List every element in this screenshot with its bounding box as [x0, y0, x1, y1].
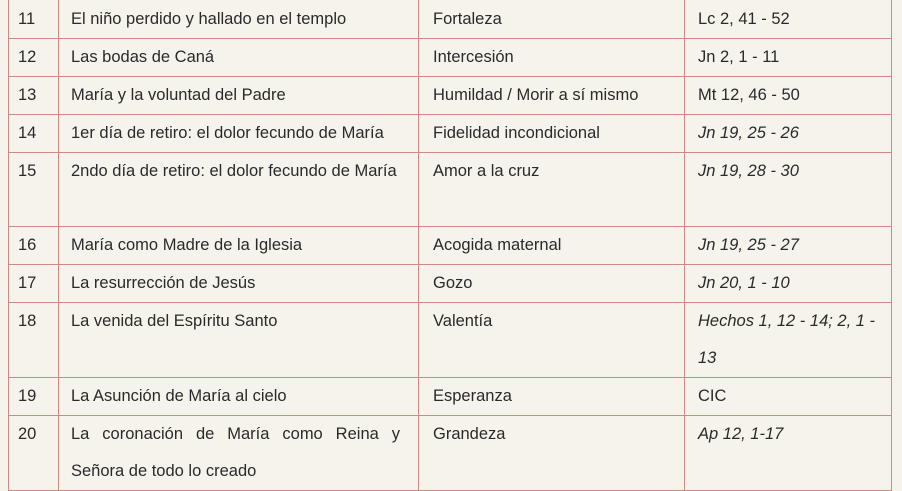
row-reference: Jn 19, 28 - 30 — [685, 153, 892, 227]
table-row — [9, 227, 892, 265]
row-number: 11 — [9, 0, 59, 39]
row-reference: Lc 2, 41 - 52 — [685, 0, 892, 39]
row-reference: Jn 19, 25 - 27 — [685, 227, 892, 265]
row-virtue: Gozo — [419, 265, 685, 303]
row-number: 17 — [9, 265, 59, 303]
table-row — [9, 378, 892, 416]
row-title: María y la voluntad del Padre — [59, 77, 419, 115]
row-number: 14 — [9, 115, 59, 153]
row-title: 1er día de retiro: el dolor fecundo de María — [59, 115, 419, 153]
row-reference: Hechos 1, 12 - 14; 2, 1 - 13 — [685, 303, 892, 378]
table-row — [9, 39, 892, 77]
row-virtue: Acogida maternal — [419, 227, 685, 265]
row-number: 19 — [9, 378, 59, 416]
row-number: 16 — [9, 227, 59, 265]
row-title: La coronación de María como Reina y Señora de todo lo creado — [59, 416, 419, 491]
row-number: 20 — [9, 416, 59, 491]
table-row — [9, 77, 892, 115]
row-title: María como Madre de la Iglesia — [59, 227, 419, 265]
row-reference: CIC — [685, 378, 892, 416]
row-number: 12 — [9, 39, 59, 77]
table-row — [9, 303, 892, 378]
row-number: 15 — [9, 153, 59, 227]
table-row — [9, 0, 892, 39]
row-reference: Mt 12, 46 - 50 — [685, 77, 892, 115]
row-reference: Jn 2, 1 - 11 — [685, 39, 892, 77]
row-virtue: Grandeza — [419, 416, 685, 491]
row-virtue: Amor a la cruz — [419, 153, 685, 227]
row-virtue: Fortaleza — [419, 0, 685, 39]
table-row — [9, 153, 892, 227]
readings-table — [8, 0, 892, 491]
row-title: Las bodas de Caná — [59, 39, 419, 77]
row-number: 13 — [9, 77, 59, 115]
row-title: La Asunción de María al cielo — [59, 378, 419, 416]
row-virtue: Intercesión — [419, 39, 685, 77]
table-row — [9, 265, 892, 303]
row-title: El niño perdido y hallado en el templo — [59, 0, 419, 39]
row-number: 18 — [9, 303, 59, 378]
row-reference: Jn 19, 25 - 26 — [685, 115, 892, 153]
row-virtue: Humildad / Morir a sí mismo — [419, 77, 685, 115]
table-row — [9, 416, 892, 491]
row-virtue: Esperanza — [419, 378, 685, 416]
row-reference: Ap 12, 1-17 — [685, 416, 892, 491]
row-reference: Jn 20, 1 - 10 — [685, 265, 892, 303]
row-title: 2ndo día de retiro: el dolor fecundo de María — [59, 153, 419, 227]
table-row — [9, 115, 892, 153]
row-title: La resurrección de Jesús — [59, 265, 419, 303]
row-virtue: Fidelidad incondicional — [419, 115, 685, 153]
row-title: La venida del Espíritu Santo — [59, 303, 419, 378]
row-virtue: Valentía — [419, 303, 685, 378]
